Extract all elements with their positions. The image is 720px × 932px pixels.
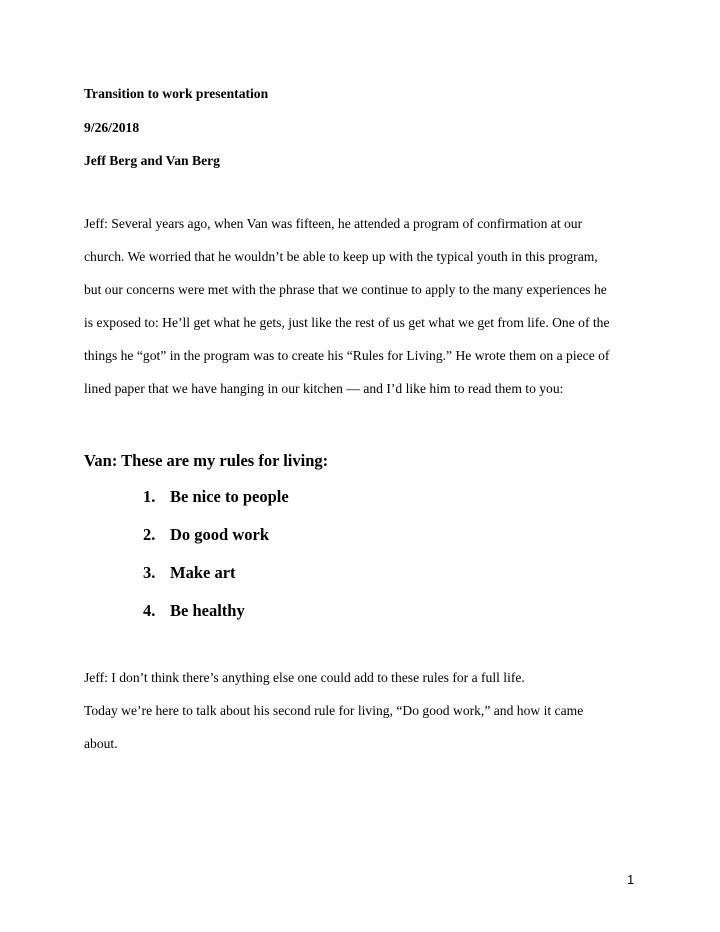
- paragraph-line: things he “got” in the program was to create his “Rules for Living.” He wrote them on a piece of: [84, 348, 610, 363]
- list-item: [143, 525, 269, 545]
- paragraph-line: Jeff: Several years ago, when Van was fifteen, he attended a program of confirmation at our: [84, 216, 583, 231]
- page-number: 1: [627, 872, 635, 887]
- paragraph-line: Today we’re here to talk about his second rule for living, “Do good work,” and how it came: [84, 703, 584, 718]
- document-authors: Jeff Berg and Van Berg: [84, 153, 220, 168]
- list-item-number: 2.: [143, 525, 156, 544]
- list-item-text: Be healthy: [170, 601, 245, 620]
- paragraph-line: lined paper that we have hanging in our kitchen — and I’d like him to read them to you:: [84, 381, 564, 396]
- document-title: Transition to work presentation: [84, 86, 269, 101]
- list-item-number: 1.: [143, 487, 156, 506]
- list-item-number: 4.: [143, 601, 156, 620]
- list-item-text: Make art: [170, 563, 236, 582]
- list-item: [143, 487, 289, 507]
- list-item: [143, 563, 236, 583]
- paragraph-line: but our concerns were met with the phrase that we continue to apply to the many experiences he: [84, 282, 607, 297]
- list-item: [143, 601, 245, 621]
- van-heading: Van: These are my rules for living:: [84, 451, 329, 470]
- document-date: 9/26/2018: [84, 120, 140, 135]
- list-item-text: Be nice to people: [170, 487, 289, 506]
- paragraph-line: church. We worried that he wouldn’t be able to keep up with the typical youth in this program,: [84, 249, 598, 264]
- paragraph-line: Jeff: I don’t think there’s anything else one could add to these rules for a full life.: [84, 670, 525, 685]
- list-item-text: Do good work: [170, 525, 270, 544]
- paragraph-line: is exposed to: He’ll get what he gets, just like the rest of us get what we get from life. One of the: [84, 315, 610, 330]
- list-item-number: 3.: [143, 563, 156, 582]
- paragraph-line: about.: [84, 736, 118, 751]
